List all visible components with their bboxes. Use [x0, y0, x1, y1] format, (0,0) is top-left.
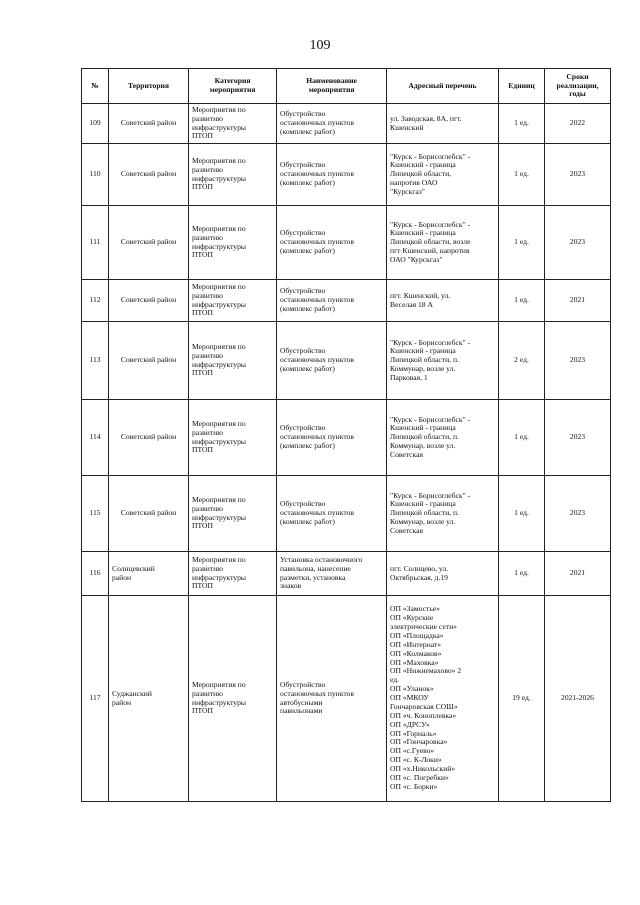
table-row: [82, 206, 611, 280]
header-num: №: [82, 69, 109, 104]
header-name: Наименование мероприятия: [277, 69, 387, 104]
table-row: [82, 104, 611, 144]
cell-address: пгт. Солнцево, ул. Октябрьская, д.19: [387, 552, 499, 596]
cell-territory: Советский район: [109, 280, 189, 322]
list-item: ОП «с.Гуево»: [390, 746, 435, 756]
cell-terms: 2021: [545, 280, 611, 322]
list-item: ОП «Колмаков»: [390, 648, 442, 658]
table-row: [82, 400, 611, 476]
cell-address: "Курск - Борисоглебск" - Кшенский - граница Липецкой области, п. Коммунар, возле ул. Парковая, 1: [387, 322, 499, 400]
stops-list: [390, 605, 495, 791]
cell-category: Мероприятия по развитию инфраструктуры ПТОП: [189, 476, 277, 552]
cell-category: Мероприятия по развитию инфраструктуры ПТОП: [189, 104, 277, 144]
cell-category: Мероприятия по развитию инфраструктуры ПТОП: [189, 552, 277, 596]
cell-name: Обустройство остановочных пунктов автобусными павильонами: [277, 596, 387, 802]
list-item: ОП «Гончаровка»: [390, 737, 448, 747]
cell-address: "Курск - Борисоглебск" - Кшенский - граница Липецкой области, напротив ОАО "Курскгаз": [387, 144, 499, 206]
cell-territory: Советский район: [109, 144, 189, 206]
cell-category: Мероприятия по развитию инфраструктуры ПТОП: [189, 322, 277, 400]
cell-category: Мероприятия по развитию инфраструктуры ПТОП: [189, 400, 277, 476]
cell-terms: 2023: [545, 400, 611, 476]
header-category: Категория мероприятия: [189, 69, 277, 104]
cell-territory: Суджанский район: [109, 596, 189, 802]
cell-territory: Советский район: [109, 104, 189, 144]
table-row: [82, 144, 611, 206]
header-addresses: Адресный перечень: [387, 69, 499, 104]
cell-address: ул. Заводская, 8А, пгт. Кшенский: [387, 104, 499, 144]
cell-num: 115: [82, 476, 109, 552]
page-number: 109: [309, 38, 331, 53]
cell-name: Обустройство остановочных пунктов (комплекс работ): [277, 280, 387, 322]
cell-terms: 2021: [545, 552, 611, 596]
list-item: ОП «с. Борки»: [390, 781, 438, 791]
list-item: ОП «Уланок»: [390, 684, 434, 694]
list-item: ОП «Горналь»: [390, 728, 437, 738]
cell-territory: Советский район: [109, 400, 189, 476]
cell-num: 112: [82, 280, 109, 322]
table-row: [82, 476, 611, 552]
list-item: ОП «Замостье»: [390, 604, 440, 614]
cell-units: 1 ед.: [499, 280, 545, 322]
table-row: [82, 552, 611, 596]
header-row: [82, 69, 611, 104]
measures-table: [81, 68, 611, 802]
cell-territory: Солнцевский район: [109, 552, 189, 596]
cell-num: 109: [82, 104, 109, 144]
list-item: ОП «Маховка»: [390, 657, 439, 667]
cell-units: 1 ед.: [499, 104, 545, 144]
cell-units: 1 ед.: [499, 144, 545, 206]
cell-address: [387, 596, 499, 802]
cell-num: 114: [82, 400, 109, 476]
cell-num: 117: [82, 596, 109, 802]
cell-address: "Курск - Борисоглебск" - Кшенский - граница Липецкой области, п. Коммунар, возле ул. Советская: [387, 476, 499, 552]
cell-territory: Советский район: [109, 476, 189, 552]
header-units: Единиц: [499, 69, 545, 104]
cell-terms: 2023: [545, 322, 611, 400]
cell-territory: Советский район: [109, 322, 189, 400]
cell-name: Обустройство остановочных пунктов (комплекс работ): [277, 322, 387, 400]
cell-address: пгт. Кшенский, ул. Веселая 18 А: [387, 280, 499, 322]
cell-name: Обустройство остановочных пунктов (комплекс работ): [277, 144, 387, 206]
cell-category: Мероприятия по развитию инфраструктуры ПТОП: [189, 596, 277, 802]
cell-category: Мероприятия по развитию инфраструктуры ПТОП: [189, 280, 277, 322]
cell-units: 2 ед.: [499, 322, 545, 400]
cell-name: Обустройство остановочных пунктов (комплекс работ): [277, 104, 387, 144]
cell-units: 1 ед.: [499, 476, 545, 552]
list-item: ОП «х.Никольский»: [390, 764, 456, 774]
cell-units: 19 ед.: [499, 596, 545, 802]
cell-name: Обустройство остановочных пунктов (комплекс работ): [277, 206, 387, 280]
list-item: ОП «Курские электрические сети»: [390, 613, 457, 632]
cell-num: 113: [82, 322, 109, 400]
list-item: ОП «Площадка»: [390, 630, 444, 640]
cell-terms: 2021-2026: [545, 596, 611, 802]
table-row: [82, 280, 611, 322]
cell-name: Обустройство остановочных пунктов (комплекс работ): [277, 476, 387, 552]
cell-terms: 2023: [545, 206, 611, 280]
table-row: [82, 596, 611, 802]
cell-num: 111: [82, 206, 109, 280]
header-territory: Территория: [109, 69, 189, 104]
cell-terms: 2022: [545, 104, 611, 144]
cell-address: "Курск - Борисоглебск" - Кшенский - граница Липецкой области, п. Коммунар, возле ул. Советская: [387, 400, 499, 476]
cell-terms: 2023: [545, 144, 611, 206]
list-item: ОП «МКОУ Гончаровская СОШ»: [390, 693, 458, 711]
list-item: ОП «ДРСУ»: [390, 719, 430, 729]
table-row: [82, 322, 611, 400]
list-item: ОП «ч. Коноплевка»: [390, 710, 457, 720]
cell-num: 116: [82, 552, 109, 596]
header-terms: Сроки реализации, годы: [545, 69, 611, 104]
cell-address: "Курск - Борисоглебск" - Кшенский - граница Липецкой области, возле пгт Кшенский, напротив ОАО "Курскгаз": [387, 206, 499, 280]
cell-territory: Советский район: [109, 206, 189, 280]
cell-num: 110: [82, 144, 109, 206]
list-item: ОП «с. Погребки»: [390, 772, 449, 782]
cell-category: Мероприятия по развитию инфраструктуры ПТОП: [189, 144, 277, 206]
list-item: ОП «с. К-Локи»: [390, 755, 442, 765]
list-item: ОП «Нижнемахово» 2 ед.: [390, 666, 462, 685]
cell-terms: 2023: [545, 476, 611, 552]
cell-units: 1 ед.: [499, 206, 545, 280]
cell-units: 1 ед.: [499, 552, 545, 596]
cell-category: Мероприятия по развитию инфраструктуры ПТОП: [189, 206, 277, 280]
cell-name: Обустройство остановочных пунктов (комплекс работ): [277, 400, 387, 476]
list-item: ОП «Интернат»: [390, 639, 442, 649]
cell-units: 1 ед.: [499, 400, 545, 476]
cell-name: Установка остановочного павильона, нанесение разметки, установка знаков: [277, 552, 387, 596]
